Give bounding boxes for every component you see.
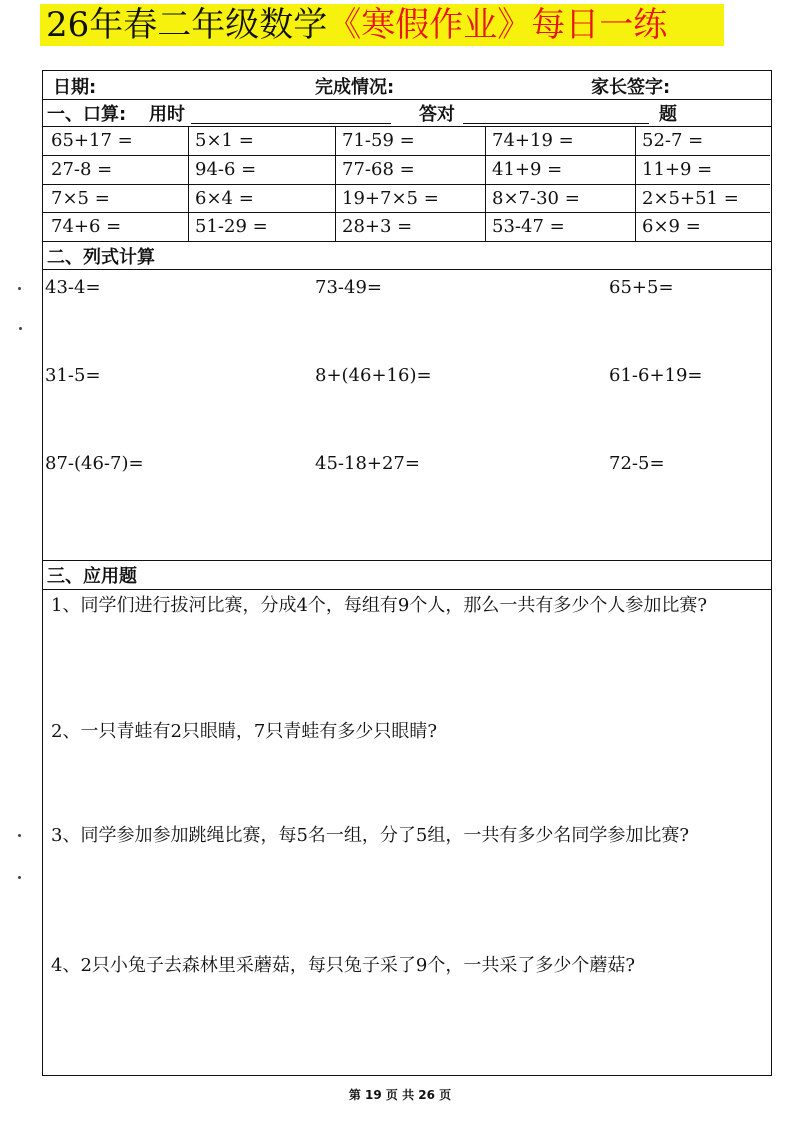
section1-title: 一、口算: <box>47 104 127 125</box>
oral-item: 6×4 = <box>195 188 254 209</box>
completion-label: 完成情况: <box>315 77 395 98</box>
section2-title: 二、列式计算 <box>47 247 155 268</box>
oral-item: 53-47 = <box>492 216 565 237</box>
calc-item: 87-(46-7)= <box>45 453 144 474</box>
correct-blank[interactable] <box>463 123 649 124</box>
parent-sign-label: 家长签字: <box>591 77 671 98</box>
calc-item: 65+5= <box>609 277 674 298</box>
time-blank[interactable] <box>191 123 391 124</box>
page-number: 第 19 页 共 26 页 <box>348 1088 452 1102</box>
title-prefix: 26年春二年级数学 <box>46 5 328 45</box>
oral-item: 52-7 = <box>642 130 704 151</box>
section3-title: 三、应用题 <box>47 566 137 587</box>
correct-label: 答对 <box>419 104 455 125</box>
oral-item: 27-8 = <box>51 159 113 180</box>
oral-item: 2×5+51 = <box>642 188 739 209</box>
calc-item: 61-6+19= <box>609 365 703 386</box>
oral-item: 41+9 = <box>492 159 563 180</box>
question-unit: 题 <box>659 104 677 125</box>
page-title <box>46 4 667 46</box>
time-label: 用时 <box>149 104 185 125</box>
oral-item: 19+7×5 = <box>342 188 439 209</box>
calc-item: 31-5= <box>45 365 101 386</box>
oral-item: 65+17 = <box>51 130 133 151</box>
divider <box>43 560 771 561</box>
divider <box>43 241 771 242</box>
calc-item: 8+(46+16)= <box>315 365 432 386</box>
oral-item: 11+9 = <box>642 159 713 180</box>
calc-item: 73-49= <box>315 277 382 298</box>
scan-speck <box>18 834 21 837</box>
calc-item: 45-18+27= <box>315 453 420 474</box>
title-highlight: 《寒假作业》每日一练 <box>327 5 668 45</box>
divider <box>43 269 771 270</box>
divider <box>43 99 771 100</box>
oral-item: 7×5 = <box>51 188 110 209</box>
scan-speck <box>18 876 21 879</box>
word-problem: 4、2只小兔子去森林里采蘑菇，每只兔子采了9个，一共采了多少个蘑菇? <box>51 955 636 976</box>
oral-item: 5×1 = <box>195 130 254 151</box>
calc-item: 72-5= <box>609 453 665 474</box>
word-problem: 2、一只青蛙有2只眼睛，7只青蛙有多少只眼睛? <box>51 721 438 742</box>
word-problem: 3、同学参加参加跳绳比赛，每5名一组，分了5组，一共有多少名同学参加比赛? <box>51 825 690 846</box>
scan-speck <box>18 287 21 290</box>
oral-item: 74+6 = <box>51 216 122 237</box>
divider <box>43 589 771 590</box>
date-label: 日期: <box>53 77 97 98</box>
scan-speck <box>19 327 22 330</box>
oral-item: 6×9 = <box>642 216 701 237</box>
oral-calc-grid <box>43 127 770 241</box>
oral-item: 51-29 = <box>195 216 268 237</box>
oral-item: 71-59 = <box>342 130 415 151</box>
oral-item: 77-68 = <box>342 159 415 180</box>
word-problem: 1、同学们进行拔河比赛，分成4个，每组有9个人，那么一共有多少个人参加比赛? <box>51 595 708 616</box>
worksheet <box>42 70 772 1076</box>
oral-item: 28+3 = <box>342 216 413 237</box>
oral-item: 94-6 = <box>195 159 257 180</box>
oral-item: 8×7-30 = <box>492 188 580 209</box>
calc-item: 43-4= <box>45 277 101 298</box>
oral-item: 74+19 = <box>492 130 574 151</box>
